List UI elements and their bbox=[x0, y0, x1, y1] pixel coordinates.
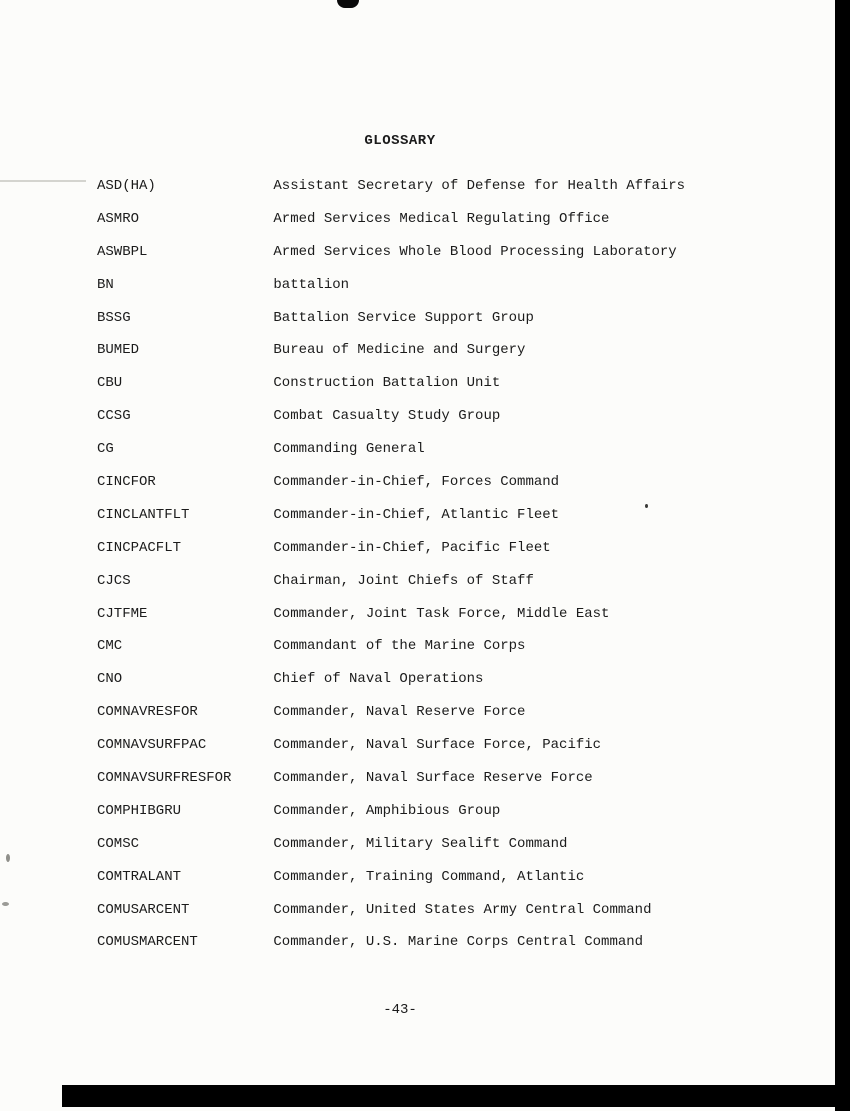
glossary-entry bbox=[97, 269, 797, 302]
entry-acronym: CG bbox=[97, 441, 114, 458]
glossary-entry bbox=[97, 795, 797, 828]
glossary-entry bbox=[97, 696, 797, 729]
glossary-entry bbox=[97, 367, 797, 400]
scan-speck-left-lower bbox=[2, 902, 9, 906]
entry-acronym: ASMRO bbox=[97, 210, 140, 227]
glossary-list bbox=[97, 170, 797, 959]
entry-definition: battalion bbox=[273, 276, 350, 293]
glossary-entry bbox=[97, 236, 797, 269]
entry-definition: Assistant Secretary of Defense for Health Affairs bbox=[273, 178, 686, 194]
entry-definition: Chief of Naval Operations bbox=[273, 671, 484, 688]
entry-acronym: BSSG bbox=[97, 309, 131, 326]
glossary-entry bbox=[97, 894, 797, 927]
glossary-entry bbox=[97, 828, 797, 861]
entry-definition: Commander, Amphibious Group bbox=[273, 802, 501, 819]
entry-definition: Commander, U.S. Marine Corps Central Command bbox=[273, 934, 644, 951]
entry-acronym: COMSC bbox=[97, 835, 140, 852]
entry-definition: Battalion Service Support Group bbox=[273, 309, 534, 326]
entry-acronym: CCSG bbox=[97, 408, 131, 425]
entry-definition: Commander, Joint Task Force, Middle East bbox=[273, 605, 610, 622]
glossary-entry bbox=[97, 400, 797, 433]
entry-definition: Commander-in-Chief, Forces Command bbox=[273, 474, 560, 491]
entry-definition: Commander, Training Command, Atlantic bbox=[273, 868, 585, 885]
entry-definition: Armed Services Medical Regulating Office bbox=[273, 210, 610, 227]
page-title: GLOSSARY bbox=[364, 133, 436, 149]
entry-acronym: CJTFME bbox=[97, 605, 148, 622]
glossary-entry bbox=[97, 762, 797, 795]
entry-acronym: CBU bbox=[97, 375, 123, 392]
entry-acronym: COMUSMARCENT bbox=[97, 934, 198, 951]
scan-edge-bottom bbox=[62, 1085, 850, 1107]
entry-definition: Bureau of Medicine and Surgery bbox=[273, 342, 526, 359]
glossary-entry bbox=[97, 663, 797, 696]
scan-dot-mid bbox=[645, 504, 648, 508]
glossary-entry bbox=[97, 630, 797, 663]
entry-definition: Construction Battalion Unit bbox=[273, 375, 501, 392]
glossary-entry bbox=[97, 203, 797, 236]
entry-definition: Commandant of the Marine Corps bbox=[273, 638, 526, 655]
glossary-entry bbox=[97, 170, 797, 203]
entry-acronym: CJCS bbox=[97, 572, 131, 589]
page-number: -43- bbox=[383, 1002, 417, 1018]
entry-acronym: ASD(HA) bbox=[97, 178, 156, 194]
entry-acronym: COMTRALANT bbox=[97, 868, 182, 885]
entry-acronym: COMNAVSURFPAC bbox=[97, 737, 207, 754]
glossary-entry bbox=[97, 334, 797, 367]
entry-definition: Commander-in-Chief, Pacific Fleet bbox=[273, 539, 551, 556]
entry-acronym: CINCLANTFLT bbox=[97, 506, 190, 523]
glossary-entry bbox=[97, 433, 797, 466]
glossary-entry bbox=[97, 861, 797, 894]
entry-acronym: COMNAVSURFRESFOR bbox=[97, 770, 232, 787]
entry-definition: Commanding General bbox=[273, 441, 425, 458]
glossary-entry bbox=[97, 565, 797, 598]
scan-line-left bbox=[0, 180, 86, 182]
entry-definition: Commander-in-Chief, Atlantic Fleet bbox=[273, 506, 560, 523]
entry-definition: Combat Casualty Study Group bbox=[273, 408, 501, 425]
entry-definition: Armed Services Whole Blood Processing Laboratory bbox=[273, 243, 677, 260]
entry-acronym: CINCFOR bbox=[97, 474, 156, 491]
entry-acronym: CNO bbox=[97, 671, 123, 688]
glossary-entry bbox=[97, 499, 797, 532]
entry-definition: Commander, Naval Surface Force, Pacific bbox=[273, 737, 602, 754]
entry-definition: Commander, Military Sealift Command bbox=[273, 835, 568, 852]
entry-definition: Commander, Naval Surface Reserve Force bbox=[273, 770, 593, 787]
entry-definition: Commander, Naval Reserve Force bbox=[273, 704, 526, 721]
scan-edge-right bbox=[835, 0, 850, 1111]
entry-acronym: CMC bbox=[97, 638, 123, 655]
scan-mark-top bbox=[337, 0, 359, 8]
glossary-entry bbox=[97, 532, 797, 565]
scan-speck-left-upper bbox=[6, 854, 10, 862]
glossary-entry bbox=[97, 466, 797, 499]
glossary-entry bbox=[97, 302, 797, 335]
glossary-entry bbox=[97, 729, 797, 762]
entry-definition: Chairman, Joint Chiefs of Staff bbox=[273, 572, 534, 589]
entry-acronym: COMPHIBGRU bbox=[97, 802, 182, 819]
entry-definition: Commander, United States Army Central Command bbox=[273, 901, 652, 918]
entry-acronym: CINCPACFLT bbox=[97, 539, 182, 556]
glossary-entry bbox=[97, 598, 797, 631]
entry-acronym: BN bbox=[97, 276, 114, 293]
entry-acronym: ASWBPL bbox=[97, 243, 148, 260]
glossary-entry bbox=[97, 926, 797, 959]
entry-acronym: COMNAVRESFOR bbox=[97, 704, 198, 721]
entry-acronym: BUMED bbox=[97, 342, 140, 359]
entry-acronym: COMUSARCENT bbox=[97, 901, 190, 918]
